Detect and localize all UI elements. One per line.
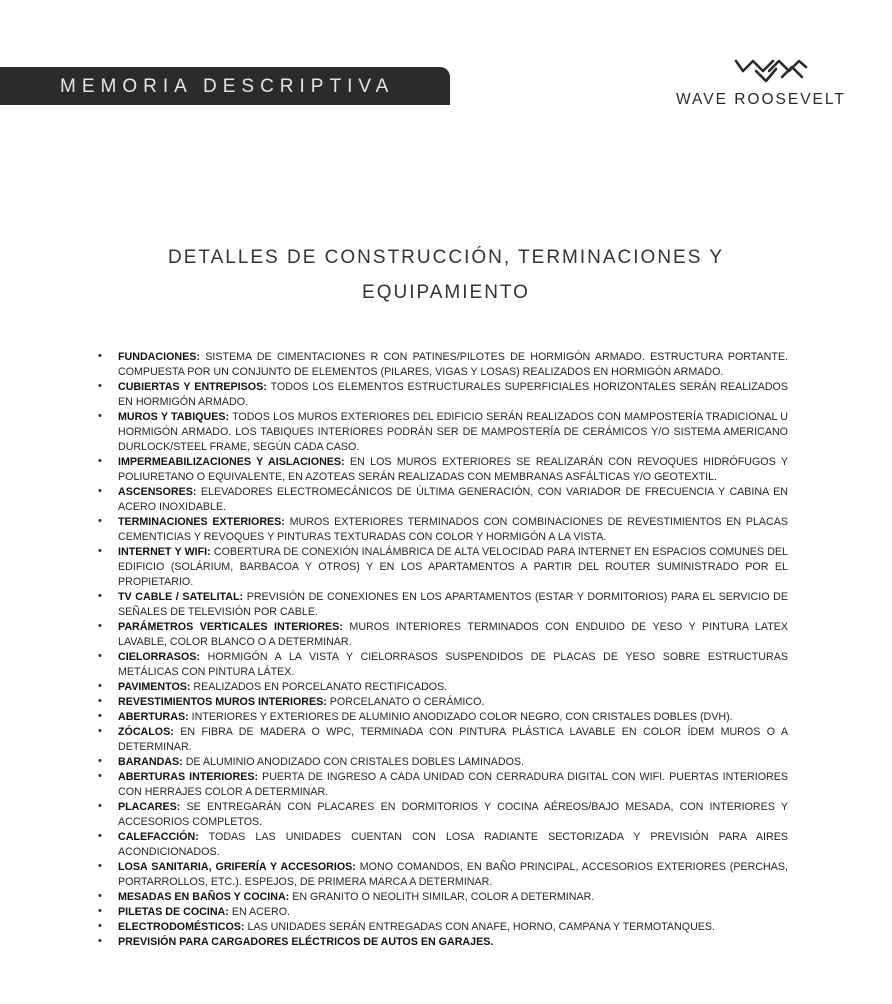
section-title: DETALLES DE CONSTRUCCIÓN, TERMINACIONES Y EQUIPAMIENTO — [167, 247, 725, 303]
spec-text: COBERTURA DE CONEXIÓN INALÁMBRICA DE ALTA VELOCIDAD PARA INTERNET EN ESPACIOS COMUNES DEL EDIFICIO (SOLÁRIUM, BARBACOA Y OTROS) Y EN LOS APARTAMENTOS A PARTIR DEL ROUTER SUMINISTRADO POR EL PROPIETARIO. — [118, 546, 788, 588]
spec-item — [98, 830, 788, 860]
spec-item — [98, 755, 788, 770]
bullet-icon: • — [98, 755, 102, 767]
spec-text: MUROS INTERIORES TERMINADOS CON ENDUIDO DE YESO Y PINTURA LATEX LAVABLE, COLOR BLANCO O A DETERMINAR. — [118, 621, 788, 648]
spec-item — [98, 455, 788, 485]
spec-label: INTERNET Y WIFI: — [118, 546, 211, 558]
bullet-icon: • — [98, 935, 102, 947]
spec-item — [98, 485, 788, 515]
wave-logo-icon — [734, 55, 808, 83]
spec-label: CIELORRASOS: — [118, 651, 200, 663]
header-title: MEMORIA DESCRIPTIVA — [60, 76, 395, 97]
spec-label: ELECTRODOMÉSTICOS: — [118, 921, 245, 933]
spec-text: HORMIGÓN A LA VISTA Y CIELORRASOS SUSPENDIDOS DE PLACAS DE YESO SOBRE ESTRUCTURAS METÁLICAS CON PINTURA LÁTEX. — [118, 651, 788, 678]
spec-label: IMPERMEABILIZACIONES Y AISLACIONES: — [118, 456, 345, 468]
spec-text: SE ENTREGARÁN CON PLACARES EN DORMITORIOS Y COCINA AÉREOS/BAJO MESADA, CON INTERIORES Y ACCESORIOS COMPLETOS. — [118, 801, 788, 828]
spec-label: TV CABLE / SATELITAL: — [118, 591, 244, 603]
spec-list — [98, 350, 788, 950]
spec-item — [98, 770, 788, 800]
spec-label: MESADAS EN BAÑOS Y COCINA: — [118, 891, 290, 903]
spec-item — [98, 935, 788, 950]
bullet-icon: • — [98, 380, 102, 392]
spec-text: TODAS LAS UNIDADES CUENTAN CON LOSA RADIANTE SECTORIZADA Y PREVISIÓN PARA AIRES ACONDICIONADOS. — [118, 831, 788, 858]
bullet-icon: • — [98, 455, 102, 467]
spec-label: PREVISIÓN PARA CARGADORES ELÉCTRICOS DE AUTOS EN GARAJES. — [118, 936, 494, 948]
spec-label: CUBIERTAS Y ENTREPISOS: — [118, 381, 267, 393]
spec-text: TODOS LOS ELEMENTOS ESTRUCTURALES SUPERFICIALES HORIZONTALES SERÁN REALIZADOS EN HORMIGÓN ARMADO. — [118, 381, 788, 408]
spec-text: LAS UNIDADES SERÁN ENTREGADAS CON ANAFE, HORNO, CAMPANA Y TERMOTANQUES. — [244, 921, 716, 933]
spec-item — [98, 905, 788, 920]
spec-label: ZÓCALOS: — [118, 726, 174, 738]
bullet-icon: • — [98, 860, 102, 872]
spec-item — [98, 890, 788, 905]
bullet-icon: • — [98, 830, 102, 842]
bullet-icon: • — [98, 485, 102, 497]
spec-item — [98, 590, 788, 620]
bullet-icon: • — [98, 650, 102, 662]
spec-item — [98, 920, 788, 935]
spec-label: PLACARES: — [118, 801, 181, 813]
spec-item — [98, 650, 788, 680]
spec-text: PORCELANATO O CERÁMICO. — [326, 696, 485, 708]
spec-item — [98, 710, 788, 725]
spec-item — [98, 545, 788, 590]
spec-item — [98, 680, 788, 695]
header-bar — [0, 67, 450, 105]
spec-text: EN ACERO. — [228, 906, 291, 918]
bullet-icon: • — [98, 695, 102, 707]
spec-item — [98, 800, 788, 830]
bullet-icon: • — [98, 800, 102, 812]
spec-label: REVESTIMIENTOS MUROS INTERIORES: — [118, 696, 327, 708]
bullet-icon: • — [98, 350, 102, 362]
spec-label: MUROS Y TABIQUES: — [118, 411, 230, 423]
spec-item — [98, 350, 788, 380]
spec-text: INTERIORES Y EXTERIORES DE ALUMINIO ANODIZADO COLOR NEGRO, CON CRISTALES DOBLES (DVH). — [188, 711, 733, 723]
spec-item — [98, 860, 788, 890]
bullet-icon: • — [98, 680, 102, 692]
spec-item — [98, 620, 788, 650]
spec-text: SISTEMA DE CIMENTACIONES R CON PATINES/PILOTES DE HORMIGÓN ARMADO. ESTRUCTURA PORTANTE. COMPUESTA POR UN CONJUNTO DE ELEMENTOS (PILARES, VIGAS Y LOSAS) REALIZADOS EN HORMIGÓN ARMADO. — [118, 351, 788, 378]
spec-label: BARANDAS: — [118, 756, 183, 768]
spec-text: EN LOS MUROS EXTERIORES SE REALIZARÁN CON REVOQUES HIDRÓFUGOS Y POLIURETANO O EQUIVALENTE, EN AZOTEAS SERÁN REALIZADAS CON MEMBRANAS ASFÁLTICAS Y/O GEOTEXTIL. — [118, 456, 788, 483]
spec-text: MUROS EXTERIORES TERMINADOS CON COMBINACIONES DE REVESTIMIENTOS EN PLACAS CEMENTICIAS Y REVOQUES Y PINTURAS TEXTURADAS CON COLOR Y HORMIGÓN A LA VISTA. — [118, 516, 789, 543]
spec-label: PARÁMETROS VERTICALES INTERIORES: — [118, 621, 343, 633]
spec-label: PILETAS DE COCINA: — [118, 906, 229, 918]
bullet-icon: • — [98, 545, 102, 557]
spec-label: ASCENSORES: — [118, 486, 197, 498]
spec-label: ABERTURAS INTERIORES: — [118, 771, 259, 783]
spec-label: PAVIMENTOS: — [118, 681, 191, 693]
bullet-icon: • — [98, 710, 102, 722]
bullet-icon: • — [98, 905, 102, 917]
bullet-icon: • — [98, 770, 102, 782]
spec-text: EN GRANITO O NEOLITH SIMILAR, COLOR A DETERMINAR. — [289, 891, 595, 903]
spec-text: DE ALUMINIO ANODIZADO CON CRISTALES DOBLES LAMINADOS. — [182, 756, 524, 768]
bullet-icon: • — [98, 590, 102, 602]
spec-item — [98, 515, 788, 545]
bullet-icon: • — [98, 725, 102, 737]
spec-label: LOSA SANITARIA, GRIFERÍA Y ACCESORIOS: — [118, 861, 356, 873]
spec-text: ELEVADORES ELECTROMECÁNICOS DE ÚLTIMA GENERACIÓN, CON VARIADOR DE FRECUENCIA Y CABINA EN ACERO INOXIDABLE. — [118, 486, 788, 513]
spec-text: PUERTA DE INGRESO A CADA UNIDAD CON CERRADURA DIGITAL CON WIFI. PUERTAS INTERIORES CON HERRAJES COLOR A DETERMINAR. — [118, 771, 788, 798]
bullet-icon: • — [98, 410, 102, 422]
spec-text: TODOS LOS MUROS EXTERIORES DEL EDIFICIO SERÁN REALIZADOS CON MAMPOSTERÍA TRADICIONAL U HORMIGÓN ARMADO. LOS TABIQUES INTERIORES PODRÁN SER DE MAMPOSTERÍA DE CERÁMICOS Y/O SISTEMA AMERICANO DURLOCK/STEEL FRAME, SEGÚN CADA CASO. — [118, 411, 789, 453]
spec-label: CALEFACCIÓN: — [118, 831, 199, 843]
spec-text: MONO COMANDOS, EN BAÑO PRINCIPAL, ACCESORIOS EXTERIORES (PERCHAS, PORTARROLLOS, ETC.). ESPEJOS, DE PRIMERA MARCA A DETERMINAR. — [118, 861, 788, 888]
bullet-icon: • — [98, 890, 102, 902]
spec-item — [98, 410, 788, 455]
spec-label: ABERTURAS: — [118, 711, 189, 723]
spec-item — [98, 695, 788, 710]
spec-text: EN FIBRA DE MADERA O WPC, TERMINADA CON PINTURA PLÁSTICA LAVABLE EN COLOR ÍDEM MUROS O A DETERMINAR. — [118, 726, 788, 753]
logo — [676, 55, 871, 110]
bullet-icon: • — [98, 620, 102, 632]
bullet-icon: • — [98, 515, 102, 527]
spec-text: REALIZADOS EN PORCELANATO RECTIFICADOS. — [190, 681, 448, 693]
spec-item — [98, 380, 788, 410]
spec-text: PREVISIÓN DE CONEXIONES EN LOS APARTAMENTOS (ESTAR Y DORMITORIOS) PARA EL SERVICIO DE SEÑALES DE TELEVISIÓN POR CABLE. — [118, 591, 789, 618]
bullet-icon: • — [98, 920, 102, 932]
spec-label: FUNDACIONES: — [118, 351, 200, 363]
spec-label: TERMINACIONES EXTERIORES: — [118, 516, 285, 528]
logo-text: WAVE ROOSEVELT — [676, 91, 846, 108]
spec-item — [98, 725, 788, 755]
